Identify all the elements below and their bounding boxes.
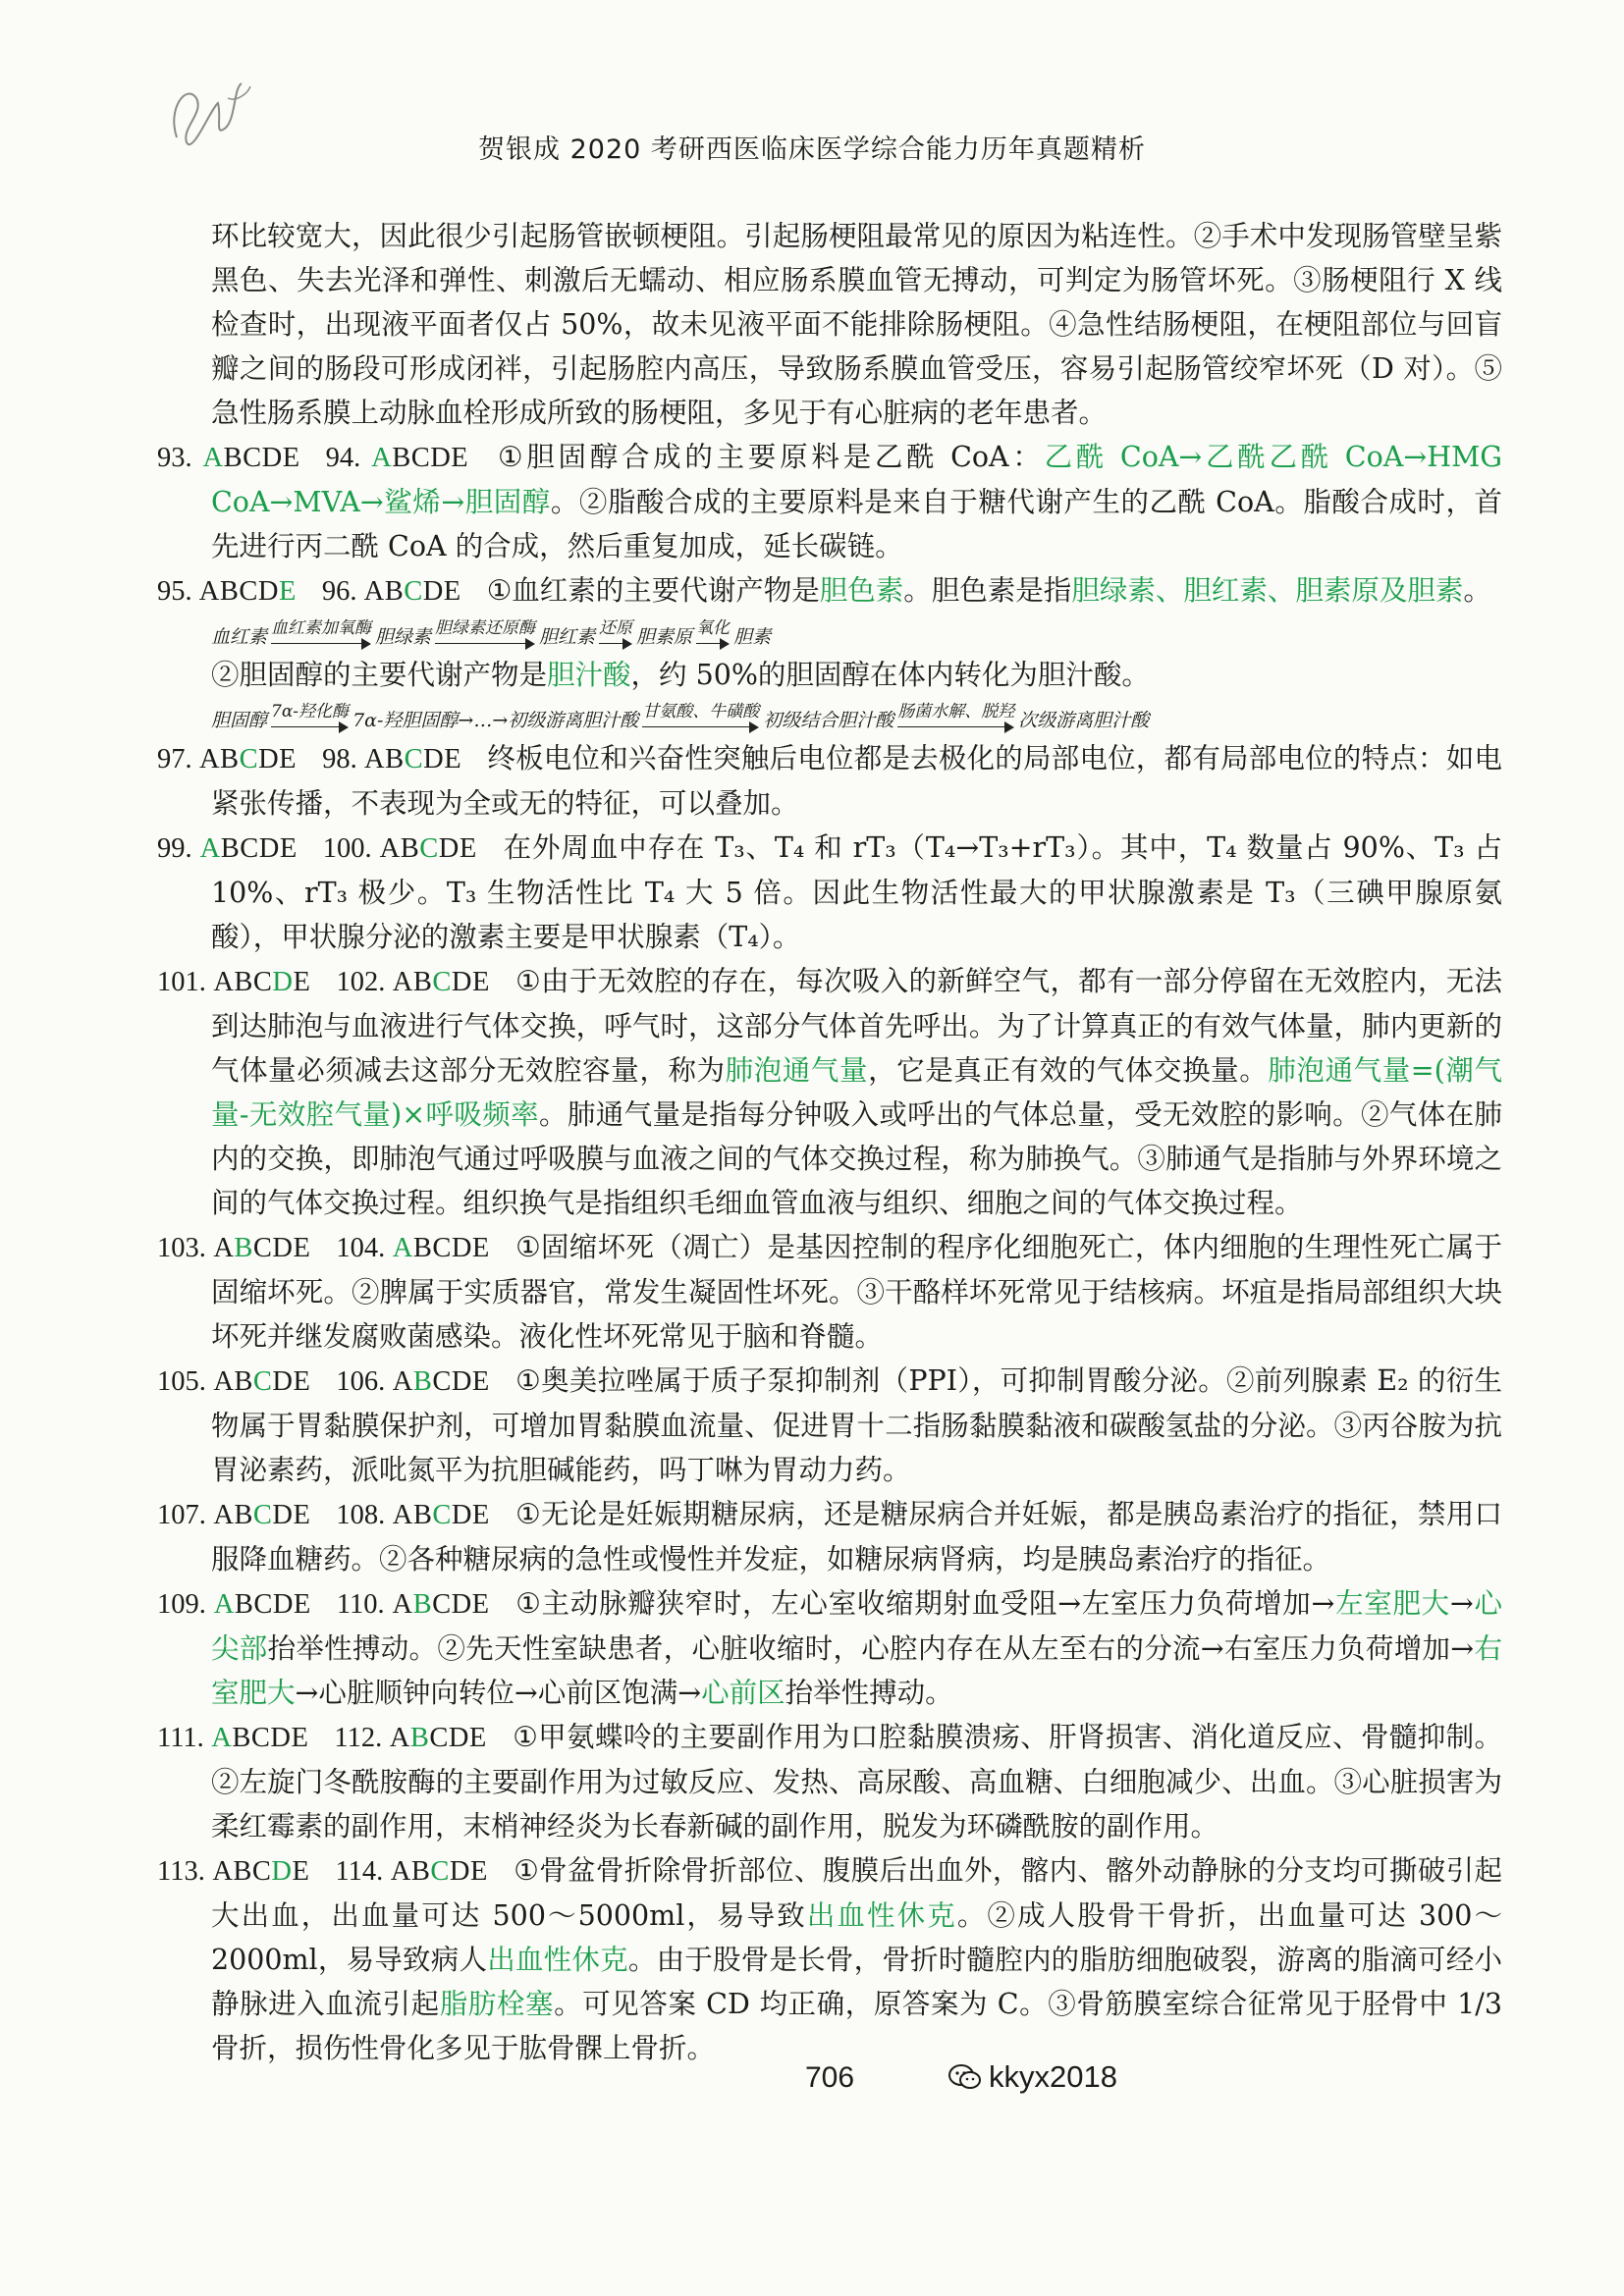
question-number: 93. xyxy=(157,443,203,473)
answer-item xyxy=(157,1225,1502,1359)
answer-item xyxy=(157,1359,1502,1492)
pathway-arrow xyxy=(267,703,352,734)
arrow-icon xyxy=(271,637,371,651)
correct-option: A xyxy=(213,1589,235,1620)
pathway-node: 初级结合胆汁酸 xyxy=(763,710,894,731)
correct-option: C xyxy=(404,576,423,607)
answer-options xyxy=(213,967,310,997)
answer-options xyxy=(203,443,300,473)
explanation-text: ①由于无效腔的存在，每次吸入的新鲜空气，都有一部分停留在无效腔内，无法到达肺泡与血液进行气体交换，呼气时，这部分气体首先呼出。为了计算真正的有效气体量，肺内更新的气体量必须减去这部分无效腔容量，称为 xyxy=(211,965,1503,1087)
option-letters: A xyxy=(392,1589,413,1620)
explanation-text: ，约 50%的胆固醇在体内转化为胆汁酸。 xyxy=(630,659,1150,691)
answer-options xyxy=(392,1589,489,1620)
question-number: 95. xyxy=(157,576,199,607)
correct-option: A xyxy=(202,443,224,473)
option-letters: AB xyxy=(390,1856,431,1887)
explanation-text: 。 xyxy=(1463,574,1491,607)
explanation-text: 。肺通气量是指每分钟吸入或呼出的气体总量，受无效腔的影响。②气体在肺内的交换，即肺泡气通过呼吸膜与血液之间的气体交换过程，称为肺换气。③肺通气是指肺与外界环境之间的气体交换过程。组织换气是指组织毛细血管血液与组织、细胞之间的气体交换过程。 xyxy=(211,1098,1502,1219)
option-letters: DE xyxy=(451,1500,490,1530)
explanation-text: ①固缩坏死（凋亡）是基因控制的程序化细胞死亡，体内细胞的生理性死亡属于固缩坏死。②脾属于实质器官，常发生凝固性坏死。③干酪样坏死常见于结核病。坏疽是指局部组织大块坏死并继发腐败菌感染。液化性坏死常见于脑和脊髓。 xyxy=(211,1231,1503,1353)
question-number: 112. xyxy=(334,1723,390,1753)
explanation-highlight: 脂肪栓塞 xyxy=(439,1988,555,2020)
option-letters: E xyxy=(292,1856,310,1887)
explanation-text: ①奥美拉唑属于质子泵抑制剂（PPI），可抑制胃酸分泌。②前列腺素 E₂ 的衍生物属于胃黏膜保护剂，可增加胃黏膜血流量、促进胃十二指肠黏膜黏液和碳酸氢盐的分泌。③丙谷胺为抗胃泌素药，派吡氮平为抗胆碱能药，吗丁啉为胃动力药。 xyxy=(211,1364,1503,1486)
answer-options xyxy=(393,967,490,997)
option-letters: ABC xyxy=(213,967,273,997)
question-number: 104. xyxy=(336,1233,393,1263)
answer-item xyxy=(157,1492,1502,1581)
arrow-icon xyxy=(696,637,730,651)
answer-item xyxy=(157,736,1502,826)
option-letters: BCDE xyxy=(232,1723,309,1753)
option-letters: CDE xyxy=(432,1366,490,1397)
pathway-arrow xyxy=(638,703,763,734)
arrow-icon xyxy=(435,637,535,651)
answer-item xyxy=(157,435,1502,568)
option-letters: AB xyxy=(379,833,420,864)
correct-option: A xyxy=(199,833,221,864)
page-header-title: 贺银成 2020 考研西医临床医学综合能力历年真题精析 xyxy=(478,134,1146,165)
option-letters: CDE xyxy=(432,1589,490,1620)
correct-option: B xyxy=(234,1233,253,1263)
arrow-icon xyxy=(897,721,1014,734)
correct-option: A xyxy=(392,1233,413,1263)
pathway-enzyme-label: 7α-羟化酶 xyxy=(271,702,350,721)
pathway-node: 血红素 xyxy=(211,626,268,648)
explanation-highlight: 出血性休克 xyxy=(487,1944,628,1976)
page-number: 706 xyxy=(805,2061,855,2094)
answer-options xyxy=(393,1233,490,1263)
option-letters: AB xyxy=(363,576,405,607)
correct-option: B xyxy=(409,1723,430,1753)
explanation-text: ①甲氨蝶呤的主要副作用为口腔黏膜溃疡、肝肾损害、消化道反应、骨髓抑制。②左旋门冬酰胺酶的主要副作用为过敏反应、发热、高尿酸、高血糖、白细胞减少、出血。③心脏损害为柔红霉素的副作用，末梢神经炎为长春新碱的副作用，脱发为环磷酰胺的副作用。 xyxy=(211,1721,1502,1842)
correct-option: C xyxy=(432,1500,452,1530)
option-letters: E xyxy=(293,967,311,997)
question-number: 101. xyxy=(157,967,214,997)
brand-text: kkyx2018 xyxy=(989,2059,1117,2094)
option-letters: AB xyxy=(198,744,240,774)
correct-option: C xyxy=(239,744,259,774)
explanation-text: 终板电位和兴奋性突触后电位都是去极化的局部电位，都有局部电位的特点：如电紧张传播，不表现为全或无的特征，可以叠加。 xyxy=(211,742,1502,820)
wechat-icon xyxy=(947,2062,983,2092)
answer-item xyxy=(157,568,1502,614)
pathway-diagram xyxy=(211,619,1502,651)
explanation-text: 。胆色素是指 xyxy=(903,574,1072,607)
question-number: 98. xyxy=(322,744,365,774)
explanation-highlight: 出血性休克 xyxy=(806,1899,957,1932)
pathway-enzyme-label: 还原 xyxy=(599,618,633,638)
correct-option: C xyxy=(404,744,424,774)
handwritten-signature xyxy=(157,69,265,157)
explanation-text: 。由于股骨是长骨，骨折时髓腔内的脂肪细胞破裂，游离的脂滴可经小静脉进入血流引起 xyxy=(211,1944,1502,2020)
correct-option: B xyxy=(412,1366,433,1397)
pathway-enzyme-label: 胆绿素还原酶 xyxy=(435,618,536,638)
arrow-icon xyxy=(642,721,759,734)
explanation-text: →心脏顺钟向转位→心前区饱满→ xyxy=(295,1677,702,1709)
answer-options xyxy=(393,1500,490,1530)
answer-options xyxy=(199,744,297,774)
answer-options xyxy=(380,833,477,864)
correct-option: A xyxy=(211,1723,233,1753)
answer-options xyxy=(390,1723,487,1753)
answer-item xyxy=(157,1581,1502,1715)
pathway-arrow xyxy=(431,619,539,651)
question-number: 97. xyxy=(157,744,199,774)
question-number: 106. xyxy=(336,1366,393,1397)
question-number: 107. xyxy=(157,1500,214,1530)
explanation-text: ①无论是妊娠期糖尿病，还是糖尿病合并妊娠，都是胰岛素治疗的指征，禁用口服降血糖药。②各种糖尿病的急性或慢性并发症，如糖尿病肾病，均是胰岛素治疗的指征。 xyxy=(211,1498,1503,1575)
option-letters: AB xyxy=(213,1500,253,1530)
option-letters: A xyxy=(213,1233,235,1263)
explanation-highlight: 心尖部 xyxy=(211,1587,1502,1665)
correct-option: C xyxy=(430,1856,450,1887)
answer-options xyxy=(213,1233,310,1263)
correct-option: A xyxy=(371,443,393,473)
pathway-node: 胆固醇 xyxy=(211,710,268,731)
pathway-node: 胆绿素 xyxy=(375,626,432,648)
option-letters: DE xyxy=(272,1500,311,1530)
answer-options xyxy=(393,1366,490,1397)
answer-options xyxy=(364,576,461,607)
answer-options xyxy=(211,1723,308,1753)
option-letters: BCDE xyxy=(412,1233,490,1263)
answer-options xyxy=(200,833,298,864)
answer-options xyxy=(212,1856,309,1887)
question-number: 103. xyxy=(157,1233,214,1263)
question-number: 99. xyxy=(157,833,200,864)
answer-item xyxy=(157,826,1502,959)
option-letters: CDE xyxy=(252,1233,311,1263)
correct-option: D xyxy=(271,1856,293,1887)
pathway-enzyme-label: 氧化 xyxy=(696,618,731,638)
answer-explanations xyxy=(157,214,1502,2070)
explanation-highlight: 胆汁酸 xyxy=(547,659,631,691)
explanation-text: ①血红素的主要代谢产物是 xyxy=(486,574,820,607)
pathway-node: 7α-羟胆固醇→…→初级游离胆汁酸 xyxy=(352,710,639,731)
correct-option: D xyxy=(272,967,294,997)
option-letters: AB xyxy=(213,1366,253,1397)
explanation-highlight: 乙酰 CoA→乙酰乙酰 CoA→HMG CoA→MVA→鲨烯→胆固醇 xyxy=(211,441,1503,518)
option-letters: BCDE xyxy=(234,1589,311,1620)
correct-option: C xyxy=(432,967,452,997)
option-letters: DE xyxy=(451,967,490,997)
answer-options xyxy=(364,744,461,774)
answer-item xyxy=(157,1848,1502,2070)
option-letters: DE xyxy=(258,744,298,774)
option-letters: DE xyxy=(272,1366,311,1397)
option-letters: CDE xyxy=(429,1723,487,1753)
explanation-highlight: 肺泡通气量=(潮气量-无效腔气量)×呼吸频率 xyxy=(211,1054,1502,1131)
answer-options xyxy=(199,576,297,607)
explanation-text: 在外周血中存在 T₃、T₄ 和 rT₃（T₄→T₃+rT₃）。其中，T₄ 数量占 90%、T₃ 占 10%、rT₃ 极少。T₃ 生物活性比 T₄ 大 5 倍。因此生物活性最大的甲状腺激素是 T₃（三碘甲腺原氨酸），甲状腺分泌的激素主要是甲状腺素（T₄）。 xyxy=(211,831,1503,953)
explanation-text: 抬举性搏动。②先天性室缺患者，心脏收缩时，心腔内存在从左至右的分流→右室压力负荷增加→ xyxy=(267,1632,1475,1665)
option-letters: A xyxy=(389,1723,410,1753)
pathway-node: 胆红素 xyxy=(539,626,596,648)
explanation-text: ①主动脉瓣狭窄时，左心室收缩期射血受阻→左室压力负荷增加→ xyxy=(514,1587,1335,1620)
arrow-icon xyxy=(271,721,349,734)
explanation-text: ①骨盆骨折除骨折部位、腹膜后出血外，髂内、髂外动静脉的分支均可撕破引起大出血，出血量可达 500～5000ml，易导致 xyxy=(211,1854,1502,1932)
explanation-text: 。②成人股骨干骨折，出血量可达 300～2000ml，易导致病人 xyxy=(211,1899,1502,1976)
explanation-continued xyxy=(157,653,1502,697)
pathway-enzyme-label: 甘氨酸、牛磺酸 xyxy=(642,702,760,721)
question-number: 114. xyxy=(335,1856,391,1887)
option-letters: AB xyxy=(392,1500,433,1530)
pathway-enzyme-label: 肠菌水解、脱羟 xyxy=(897,702,1015,721)
option-letters: ABCD xyxy=(198,576,279,607)
explanation-text: ①胆固醇合成的主要原料是乙酰 CoA： xyxy=(494,441,1045,473)
answer-options xyxy=(213,1500,310,1530)
question-number: 96. xyxy=(321,576,364,607)
answer-options xyxy=(371,443,468,473)
pathway-node: 胆素原 xyxy=(636,626,693,648)
pathway-arrow xyxy=(595,619,636,651)
explanation-text: 。可见答案 CD 均正确，原答案为 C。③骨筋膜室综合征常见于胫骨中 1/3 骨折，损伤性骨化多见于肱骨髁上骨折。 xyxy=(211,1988,1502,2064)
correct-option: E xyxy=(278,576,297,607)
footer-brand xyxy=(947,2059,1117,2095)
pathway-arrow xyxy=(692,619,733,651)
pathway-enzyme-label: 血红素加氧酶 xyxy=(271,618,372,638)
explanation-highlight: 左室肥大 xyxy=(1334,1587,1450,1620)
question-number: 100. xyxy=(322,833,380,864)
option-letters: AB xyxy=(364,744,405,774)
answer-item xyxy=(157,959,1502,1225)
explanation-highlight: 胆绿素、胆红素、胆素原及胆素 xyxy=(1071,574,1464,607)
explanation-text: 抬举性搏动。 xyxy=(785,1677,953,1709)
question-number: 102. xyxy=(336,967,393,997)
pathway-arrow xyxy=(267,619,375,651)
explanation-text: 。②脂酸合成的主要原料是来自于糖代谢产生的乙酰 CoA。脂酸合成时，首先进行丙二酰 CoA 的合成，然后重复加成，延长碳链。 xyxy=(211,486,1502,562)
explanation-text: ②胆固醇的主要代谢产物是 xyxy=(211,659,548,691)
pathway-diagram xyxy=(211,703,1502,734)
pathway-node: 胆素 xyxy=(733,626,772,648)
option-letters: DE xyxy=(423,744,462,774)
question-number: 113. xyxy=(157,1856,213,1887)
option-letters: BCDE xyxy=(220,833,298,864)
intro-paragraph: 环比较宽大，因此很少引起肠管嵌顿梗阻。引起肠梗阻最常见的原因为粘连性。②手术中发现肠管壁呈紫黑色、失去光泽和弹性、刺激后无蠕动、相应肠系膜血管无搏动，可判定为肠管坏死。③肠梗阻行 X 线检查时，出现液平面者仅占 50%，故未见液平面不能排除肠梗阻。④急性结肠梗阻，在梗阻部位与回盲瓣之间的肠段可形成闭袢，引起肠腔内高压，导致肠系膜血管受压，容易引起肠管绞窄坏死（D 对）。⑤急性肠系膜上动脉血栓形成所致的肠梗阻，多见于有心脏病的老年患者。 xyxy=(211,220,1502,429)
explanation-highlight: 右室肥大 xyxy=(211,1632,1502,1709)
correct-option: B xyxy=(412,1589,433,1620)
option-letters: ABC xyxy=(212,1856,272,1887)
answer-item xyxy=(157,1715,1502,1848)
correct-option: C xyxy=(419,833,439,864)
arrow-icon xyxy=(599,637,632,651)
question-number: 108. xyxy=(336,1500,393,1530)
option-letters: AB xyxy=(392,967,433,997)
question-number: 105. xyxy=(157,1366,214,1397)
pathway-node: 次级游离胆汁酸 xyxy=(1018,710,1150,731)
correct-option: C xyxy=(252,1366,273,1397)
option-letters: A xyxy=(392,1366,413,1397)
question-number: 109. xyxy=(157,1589,214,1620)
question-number: 94. xyxy=(325,443,372,473)
option-letters: DE xyxy=(438,833,477,864)
option-letters: BCDE xyxy=(392,443,469,473)
answer-items xyxy=(157,435,1502,2070)
correct-option: C xyxy=(252,1500,273,1530)
pathway-arrow xyxy=(893,703,1018,734)
option-letters: DE xyxy=(422,576,461,607)
explanation-highlight: 肺泡通气量 xyxy=(725,1054,869,1087)
explanation-text: ，它是真正有效的气体交换量。 xyxy=(868,1054,1269,1087)
explanation-text: → xyxy=(1449,1587,1474,1620)
explanation-highlight: 胆色素 xyxy=(819,574,904,607)
explanation-highlight: 心前区 xyxy=(701,1677,785,1709)
answer-options xyxy=(391,1856,488,1887)
answer-options xyxy=(214,1589,311,1620)
question-number: 111. xyxy=(157,1723,212,1753)
option-letters: DE xyxy=(449,1856,488,1887)
question-number: 110. xyxy=(336,1589,393,1620)
answer-options xyxy=(213,1366,310,1397)
option-letters: BCDE xyxy=(223,443,300,473)
